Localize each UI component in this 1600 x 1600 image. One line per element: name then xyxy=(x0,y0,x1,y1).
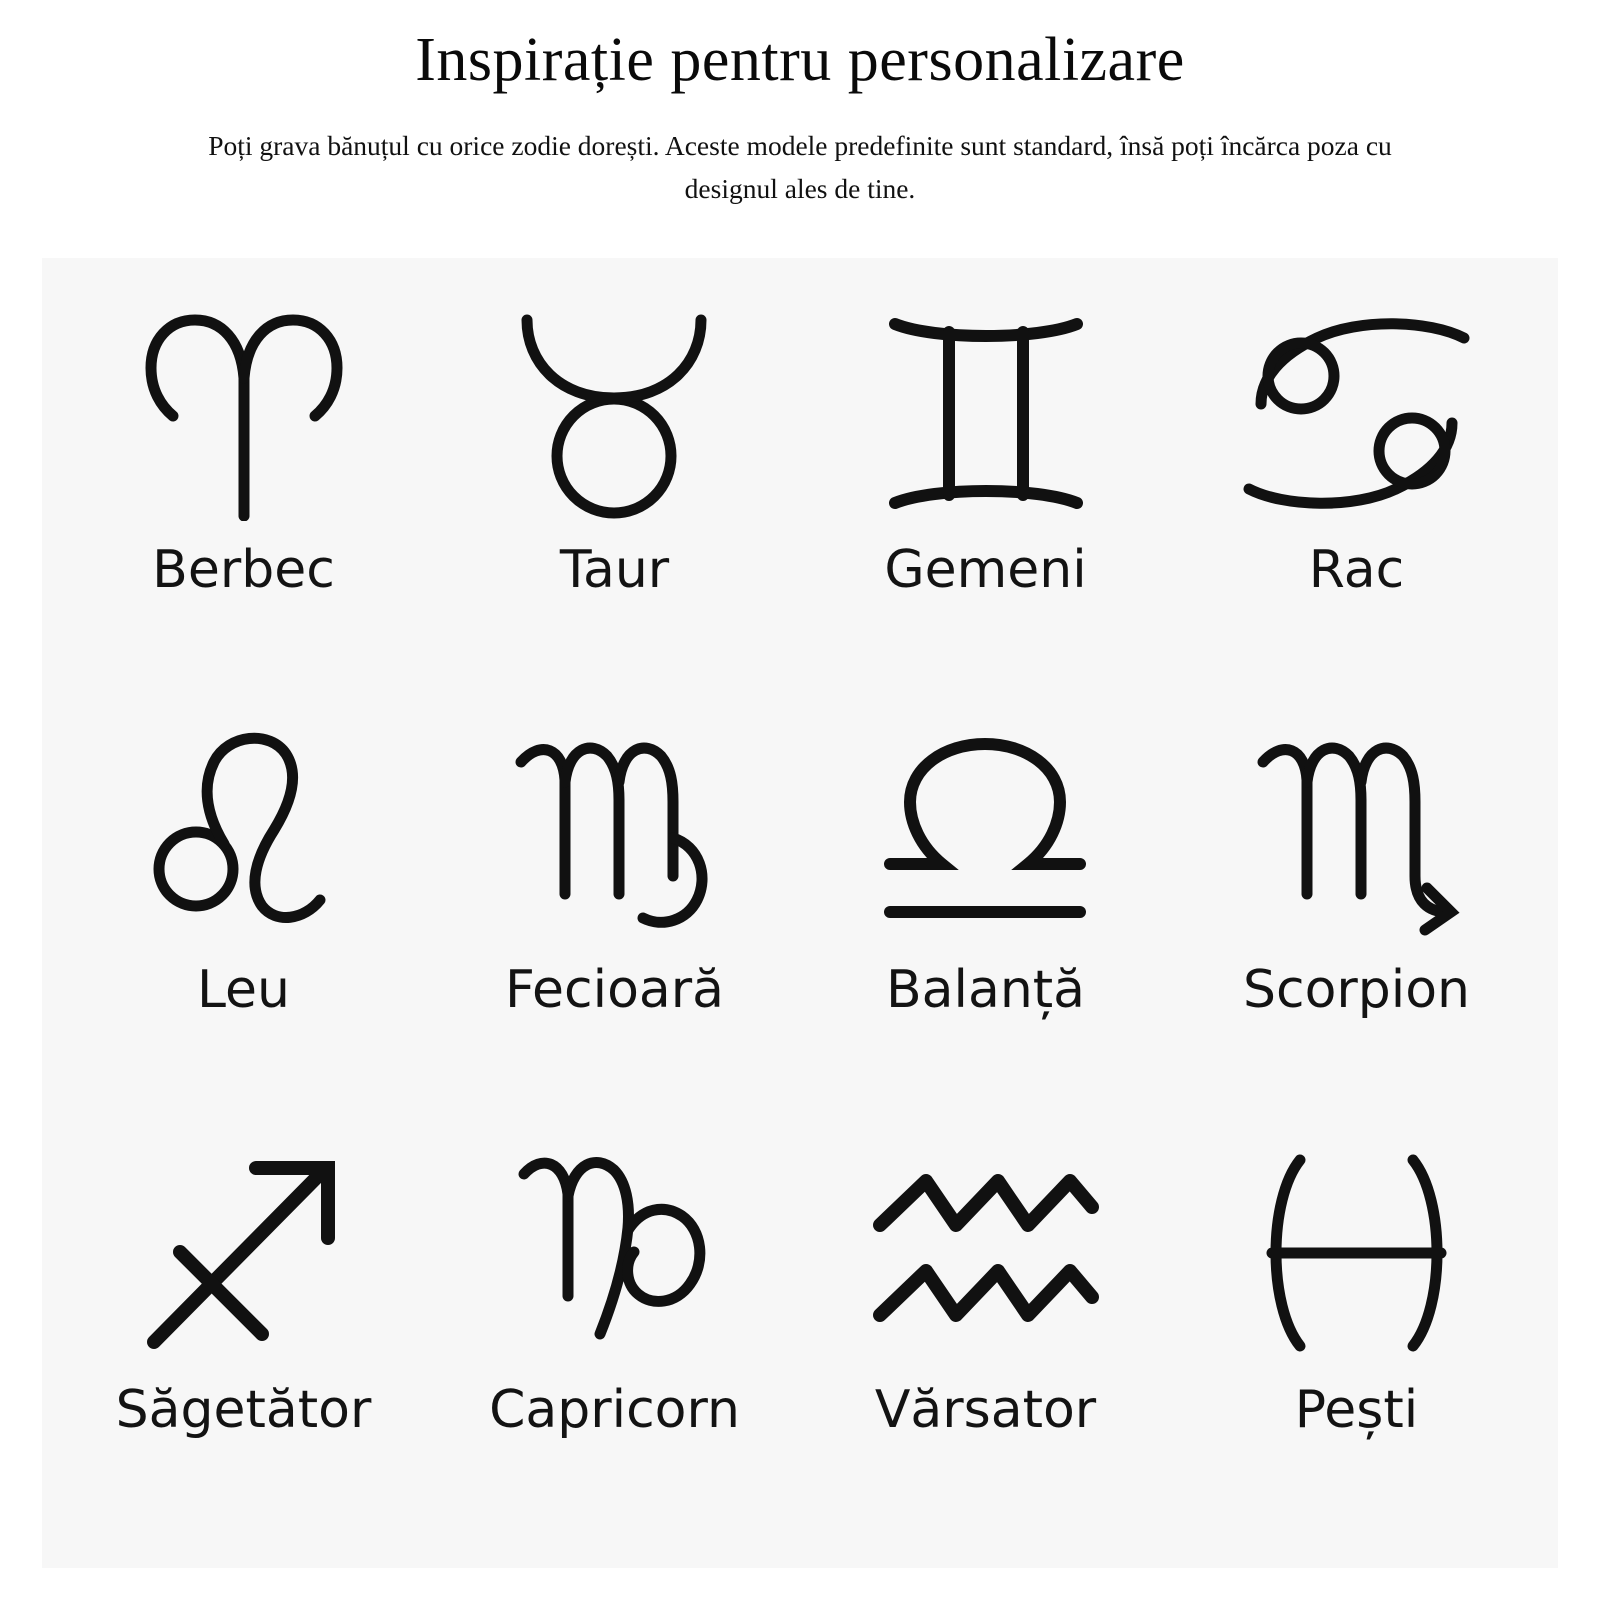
page-title: Inspirație pentru personalizare xyxy=(415,26,1185,94)
zodiac-item-label: Pești xyxy=(1294,1380,1419,1440)
capricorn-icon xyxy=(510,1128,720,1378)
zodiac-item-label: Vărsator xyxy=(874,1380,1097,1440)
zodiac-item-label: Capricorn xyxy=(489,1380,740,1440)
scorpio-icon xyxy=(1249,708,1464,958)
zodiac-item-pesti[interactable] xyxy=(1171,1128,1542,1548)
zodiac-item-label: Săgetător xyxy=(115,1380,372,1440)
zodiac-grid xyxy=(42,258,1558,1568)
sagittarius-icon xyxy=(136,1128,351,1378)
zodiac-item-label: Berbec xyxy=(152,540,335,600)
page-subtitle: Poți grava bănuțul cu orice zodie dorești. Aceste modele predefinite sunt standard, însă poți încărca poza cu designul ales de tine. xyxy=(208,130,1392,205)
zodiac-item-sagetator[interactable] xyxy=(58,1128,429,1548)
zodiac-item-capricorn[interactable] xyxy=(429,1128,800,1548)
zodiac-item-berbec[interactable] xyxy=(58,288,429,708)
zodiac-item-label: Fecioară xyxy=(504,960,725,1020)
zodiac-item-leu[interactable] xyxy=(58,708,429,1128)
zodiac-item-label: Taur xyxy=(559,540,670,600)
zodiac-item-fecioara[interactable] xyxy=(429,708,800,1128)
virgo-icon xyxy=(507,708,722,958)
taurus-icon xyxy=(507,288,722,538)
cancer-icon xyxy=(1239,288,1474,538)
zodiac-item-balanta[interactable] xyxy=(800,708,1171,1128)
zodiac-item-varsator[interactable] xyxy=(800,1128,1171,1548)
zodiac-item-label: Gemeni xyxy=(884,540,1087,600)
aquarius-icon xyxy=(868,1128,1103,1378)
zodiac-item-label: Rac xyxy=(1308,540,1405,600)
zodiac-item-label: Balanță xyxy=(885,960,1086,1020)
zodiac-item-label: Scorpion xyxy=(1242,960,1471,1020)
zodiac-item-label: Leu xyxy=(196,960,290,1020)
zodiac-item-gemeni[interactable] xyxy=(800,288,1171,708)
leo-icon xyxy=(144,708,344,958)
zodiac-item-taur[interactable] xyxy=(429,288,800,708)
libra-icon xyxy=(878,708,1093,958)
page-header xyxy=(0,0,1600,211)
zodiac-panel xyxy=(42,258,1558,1568)
gemini-icon xyxy=(881,288,1091,538)
aries-icon xyxy=(129,288,359,538)
pisces-icon xyxy=(1254,1128,1459,1378)
zodiac-item-scorpion[interactable] xyxy=(1171,708,1542,1128)
zodiac-item-rac[interactable] xyxy=(1171,288,1542,708)
